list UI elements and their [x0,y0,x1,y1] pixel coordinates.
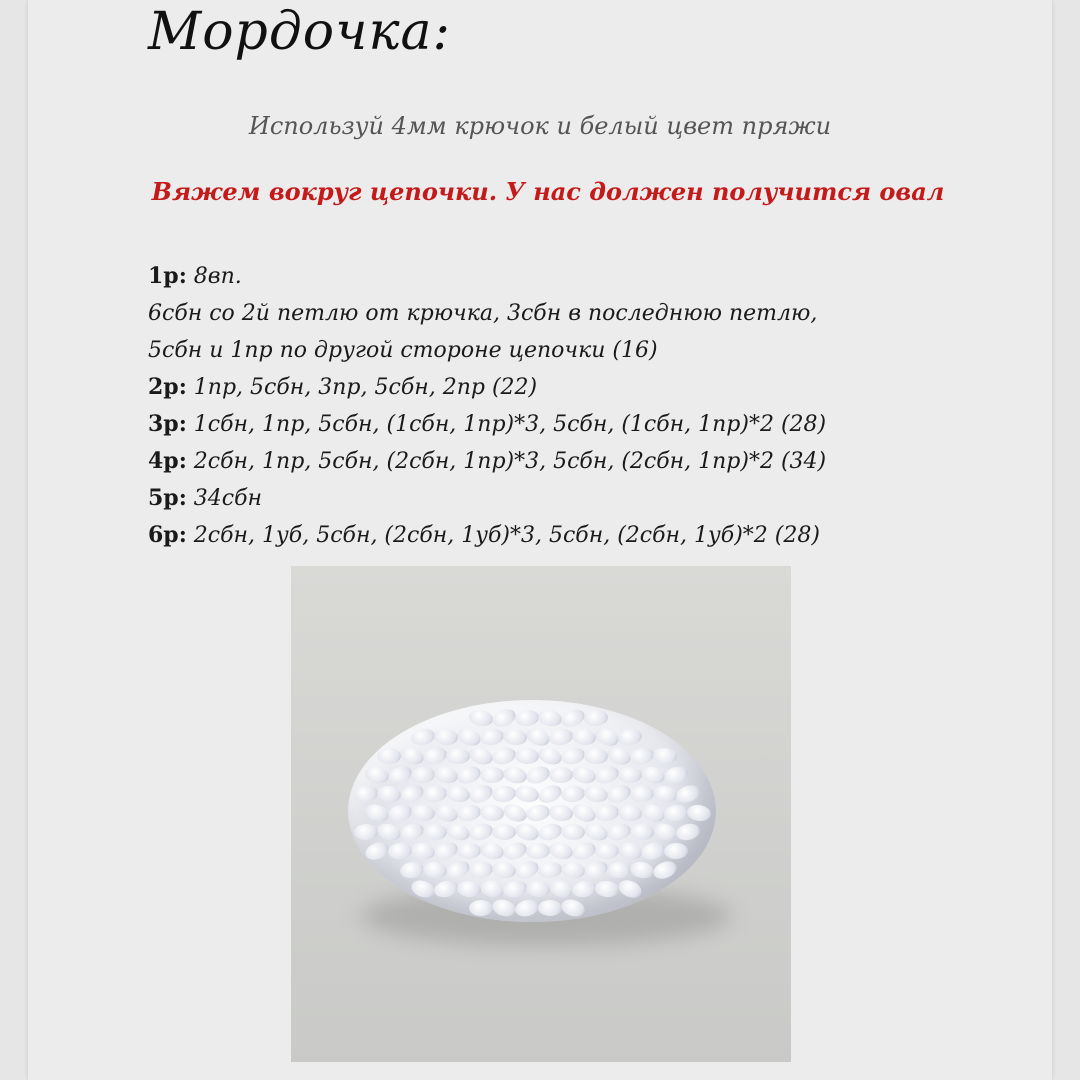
yarn-bobble [583,784,610,804]
row-text: 2сбн, 1пр, 5сбн, (2сбн, 1пр)*3, 5сбн, (2сбн, 1пр)*2 (34) [186,449,827,474]
yarn-bobble [398,745,426,767]
yarn-bobble [513,897,540,919]
yarn-bobble [387,842,412,860]
yarn-bobble [675,822,702,843]
yarn-bobble [537,708,564,728]
row-label: 4р: [148,448,187,474]
yarn-bobble [594,880,620,898]
crochet-oval-photo [291,566,791,1062]
yarn-bobble [491,785,517,804]
yarn-bobble [363,839,391,863]
yarn-bobble [559,706,587,730]
yarn-bobble [570,840,598,863]
yarn-bobble [582,858,610,882]
yarn-bobble [651,820,679,843]
yarn-bobble [410,804,435,822]
yarn-bobble [479,727,506,747]
yarn-bobble [639,764,666,786]
yarn-bobble [652,747,677,765]
yarn-bobble [525,803,552,823]
yarn-bobble [363,801,391,824]
yarn-bobble [524,764,552,787]
yarn-bobble [478,877,506,901]
yarn-bobble [501,801,529,825]
yarn-bobble [559,745,586,766]
yarn-bobble [501,764,528,785]
pattern-rows [148,258,988,554]
yarn-bobble [490,897,518,919]
yarn-bobble [582,821,610,844]
pattern-row [148,480,988,517]
yarn-bobble [433,765,460,786]
yarn-bobble [663,803,689,823]
yarn-bobble [525,880,550,898]
row-label: 1р: [148,263,187,289]
yarn-bobble [536,745,564,768]
yarn-bobble [492,824,516,840]
yarn-bobble [399,860,425,880]
yarn-bobble [375,821,402,843]
row-label: 2р: [148,374,187,400]
document-page [28,0,1052,1080]
yarn-bobble [526,842,551,859]
yarn-bobble [549,767,574,784]
yarn-bobble [639,840,667,863]
yarn-bobble [377,748,401,764]
yarn-bobble [537,861,563,880]
yarn-bobble [410,841,437,862]
yarn-bobble [561,824,586,841]
yarn-bobble [490,745,517,767]
pattern-row [148,369,988,406]
yarn-bobble [376,784,402,803]
yarn-bobble [353,784,379,804]
row-text: 1сбн, 1пр, 5сбн, (1сбн, 1пр)*3, 5сбн, (1сбн, 1пр)*2 (28) [186,412,827,437]
yarn-bobble [616,877,644,901]
yarn-bobble [571,879,598,899]
yarn-bobble [606,861,632,879]
yarn-bobble [548,727,574,747]
yarn-bobble [515,748,540,765]
yarn-bobble [386,763,414,787]
yarn-bobble [560,860,586,880]
yarn-bobble [421,745,448,767]
pattern-row [148,406,988,443]
yarn-bobble [674,782,702,806]
yarn-bobble [524,725,552,749]
row-text: 34сбн [186,486,263,511]
yarn-bobble [387,803,414,824]
yarn-bobble [364,765,391,786]
yarn-bobble [479,841,506,862]
yarn-bobble [422,784,448,803]
yarn-bobble [433,728,458,746]
yarn-bobble [605,744,633,767]
yarn-bobble [514,709,540,727]
yarn-bobble [605,821,632,842]
yarn-bobble [559,897,587,920]
yarn-bobble [584,747,609,764]
yarn-bobble [456,803,483,824]
white-crochet-oval [348,700,716,922]
yarn-bobble [594,803,620,823]
hook-yarn-instruction: Используй 4мм крючок и белый цвет пряжи [248,112,832,140]
yarn-bobble [467,821,494,843]
yarn-bobble [617,804,643,823]
yarn-bobble [571,728,597,747]
yarn-bobble [398,821,426,843]
yarn-bobble [662,764,690,786]
yarn-bobble [583,709,608,727]
yarn-bobble [410,766,435,784]
yarn-bobble [410,727,437,748]
yarn-bobble [354,824,378,840]
row-text: 5сбн и 1пр по другой стороне цепочки (16) [148,338,658,363]
yarn-bobble [456,842,481,860]
yarn-bobble [664,843,688,859]
yarn-bobble [432,839,460,863]
yarn-bobble [456,880,481,898]
yarn-bobble [514,784,540,804]
yarn-bobble [433,879,460,900]
yarn-bobble [469,900,493,916]
yarn-bobble [536,821,563,843]
yarn-bobble [570,801,598,825]
yarn-bobble [547,877,575,901]
yarn-bobble [422,860,448,879]
yarn-bobble [652,784,679,805]
pattern-row [148,258,988,295]
yarn-bobble [651,858,679,882]
pattern-row [148,332,988,369]
yarn-bobble [595,843,620,860]
yarn-bobble [630,823,655,840]
pattern-row [148,517,988,554]
yarn-bobble [629,785,654,803]
row-text: 1пр, 5сбн, 3пр, 5сбн, 2пр (22) [186,375,538,400]
yarn-bobble [605,782,633,806]
yarn-bobble [445,784,471,804]
yarn-bobble [560,785,586,803]
row-label: 3р: [148,411,187,437]
yarn-bobble [423,824,447,840]
yarn-bobble [617,727,643,747]
yarn-bobble [547,840,574,861]
page-title: Мордочка: [148,2,452,62]
row-text: 2сбн, 1уб, 5сбн, (2сбн, 1уб)*3, 5сбн, (2сбн, 1уб)*2 (28) [186,523,820,548]
yarn-bobble [480,766,505,783]
yarn-bobble [491,860,517,880]
yarn-bobble [593,764,621,787]
yarn-bobble [536,782,564,806]
row-label: 5р: [148,485,187,511]
yarn-bobble [444,821,472,843]
yarn-bobble [432,801,460,825]
yarn-bobble [501,839,529,862]
yarn-bobble [502,728,528,746]
pattern-row [148,443,988,480]
yarn-bobble [618,767,642,783]
yarn-bobble [686,803,712,822]
yarn-bobble [548,804,574,822]
yarn-bobble [455,763,483,786]
yarn-bobble [479,804,504,822]
yarn-bobble [446,748,470,764]
row-text: 8вп. [186,264,242,289]
yarn-bobble [467,745,495,768]
yarn-bobble [629,746,656,767]
pattern-row [148,295,988,332]
yarn-bobble [455,725,483,749]
row-text: 6сбн со 2й петлю от крючка, 3сбн в последнюю петлю, [148,301,818,326]
yarn-bobble [513,821,541,844]
row-label: 6р: [148,522,187,548]
yarn-bobble [468,860,494,879]
yarn-bobble [490,706,518,730]
oval-note: Вяжем вокруг цепочки. У нас должен получится овал [151,177,945,206]
yarn-bobble [468,708,494,728]
yarn-bobble [502,879,529,900]
yarn-bobble [538,900,562,916]
yarn-bobble [616,840,643,862]
yarn-bobble [570,764,597,786]
yarn-bobble [629,860,656,880]
